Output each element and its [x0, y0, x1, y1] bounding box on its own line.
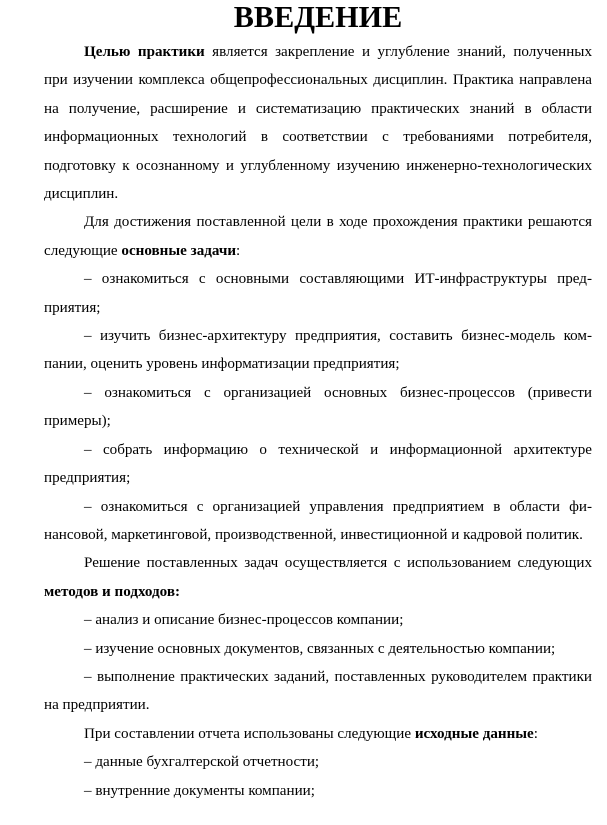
- sources-intro-pre: При составлении отчета использованы следующие: [84, 725, 415, 742]
- sources-intro-bold: исходные данные: [414, 725, 534, 742]
- methods-intro-bold: методов и подходов:: [44, 583, 181, 600]
- method-item: – выполнение практических заданий, поставленных руководителем практики на предприятии.: [44, 668, 592, 714]
- intro-bold-lead: Целью практики: [84, 44, 205, 60]
- methods-intro-pre: Решение поставленных задач осуществляется с использованием следующих: [84, 555, 592, 572]
- task-item: – ознакомиться с организацией управления предприятием в области финансовой, маркетинговой, производственной, инвестиционной и кадровой политик.: [44, 498, 592, 543]
- tasks-intro-pre: Для достижения поставленной цели в ходе прохождения практики решаются следующие: [44, 214, 592, 259]
- tasks-intro-bold: основные задачи: [121, 242, 237, 259]
- tasks-intro-post: :: [236, 242, 241, 259]
- task-item: – ознакомиться с основными составляющими ИТ-инфраструктуры предприятия;: [44, 271, 592, 316]
- tasks-intro-paragraph: [44, 208, 592, 265]
- method-item: – анализ и описание бизнес-процессов компании;: [84, 612, 404, 629]
- sources-intro-post: :: [533, 725, 538, 742]
- document-title: ВВЕДЕНИЕ: [233, 0, 403, 34]
- task-item: – изучить бизнес-архитектуру предприятия, составить бизнес-модель компании, оценить уровень информатизации предприятия;: [44, 328, 592, 373]
- methods-intro-paragraph: [44, 549, 592, 606]
- source-item: – данные бухгалтерской отчетности;: [84, 754, 320, 771]
- source-item: – внутренние документы компании;: [84, 782, 315, 799]
- intro-text: является закрепление и углубление знаний, полученных при изучении комплекса общепрофессиональных дисциплин. Практика направлена на получение, расширение и систематизацию практических знаний в области информационных технологий в соответствии с требованиями потребителя, подготовку к осознанному и углубленному изучению инженерно-технологических дисциплин.: [44, 44, 592, 203]
- intro-paragraph: [44, 38, 592, 208]
- task-item: – собрать информацию о технической и информационной архитектуре предприятия;: [44, 441, 592, 487]
- task-item: – ознакомиться с организацией основных бизнес-процессов (привести примеры);: [44, 384, 592, 430]
- document-page: [44, 0, 592, 805]
- method-item: – изучение основных документов, связанных с деятельностью компании;: [84, 640, 556, 657]
- sources-intro-paragraph: [44, 720, 592, 748]
